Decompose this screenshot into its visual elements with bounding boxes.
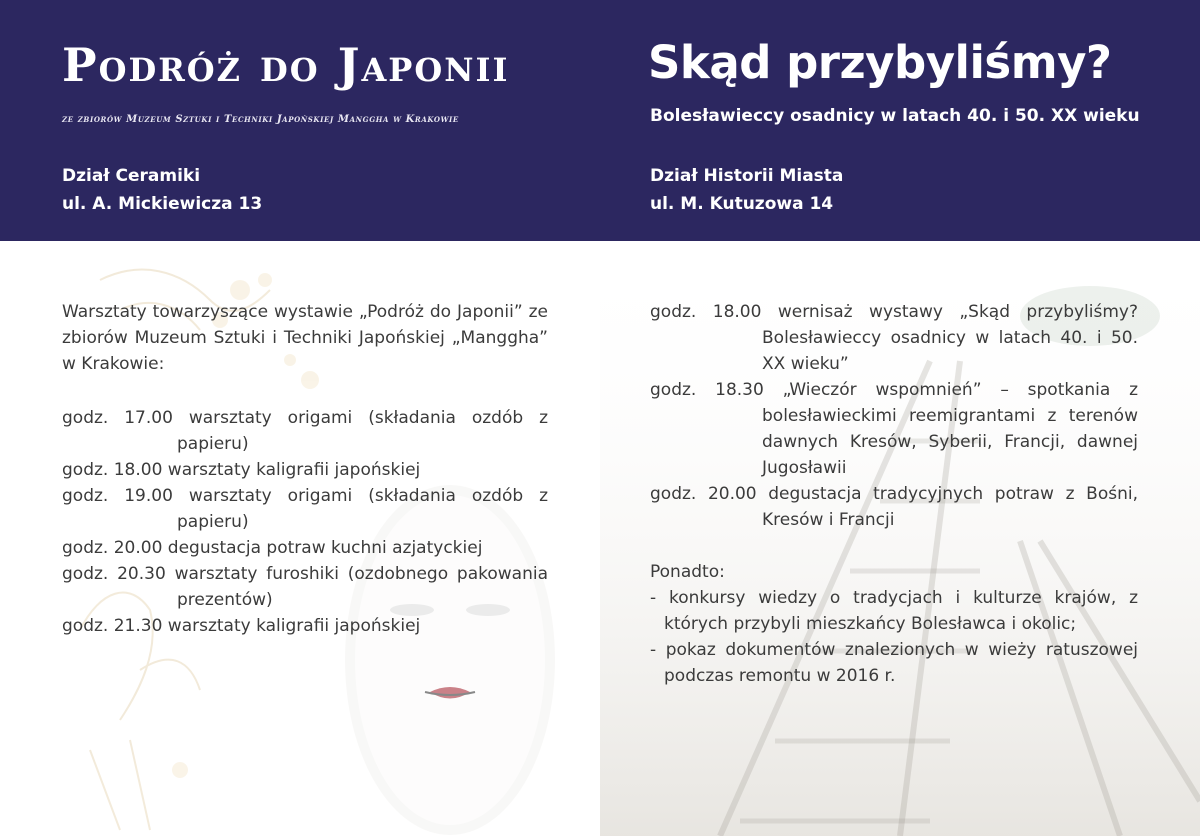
schedule-item: godz. 18.30 „Wieczór wspomnień” – spotkania z bolesławieckimi reemigrantami z terenów dawnych Kresów, Syberii, Francji, dawnej Jugosławii <box>650 380 1138 478</box>
right-column <box>650 299 1138 689</box>
right-department-address: ul. M. Kutuzowa 14 <box>650 194 834 214</box>
schedule-item: godz. 18.00 wernisaż wystawy „Skąd przybyliśmy? Bolesławieccy osadnicy w latach 40. i 50. XX wieku” <box>650 302 1138 374</box>
exhibition-title: Skąd przybyliśmy? <box>648 36 1112 89</box>
left-department <box>62 162 262 218</box>
schedule-item: godz. 18.00 warsztaty kaligrafii japońskiej <box>62 460 421 480</box>
schedule-item: godz. 20.30 warsztaty furoshiki (ozdobnego pakowania prezentów) <box>62 564 548 610</box>
schedule-item: godz. 21.30 warsztaty kaligrafii japońskiej <box>62 616 421 636</box>
exhibition-logo-title: Podróż do Japonii <box>62 38 510 92</box>
schedule-item: godz. 19.00 warsztaty origami (składania ozdób z papieru) <box>62 486 548 532</box>
exhibition-subtitle: Bolesławieccy osadnicy w latach 40. i 50. XX wieku <box>650 106 1140 126</box>
schedule-item: godz. 20.00 degustacja potraw kuchni azjatyckiej <box>62 538 483 558</box>
also-list-item: - pokaz dokumentów znalezionych w wieży ratuszowej podczas remontu w 2016 r. <box>650 640 1138 686</box>
right-department-name: Dział Historii Miasta <box>650 166 844 186</box>
spacer <box>650 533 1138 559</box>
also-heading: Ponadto: <box>650 562 725 582</box>
exhibition-logo-subtitle: ze zbiorów Muzeum Sztuki i Techniki Japońskiej Manggha w Krakowie <box>62 114 459 125</box>
schedule-item: godz. 20.00 degustacja tradycyjnych potraw z Bośni, Kresów i Francji <box>650 484 1138 530</box>
header-band <box>0 0 1200 241</box>
workshops-intro: Warsztaty towarzyszące wystawie „Podróż do Japonii” ze zbiorów Muzeum Sztuki i Techniki Japońskiej „Manggha” w Krakowie: <box>62 302 548 374</box>
left-column <box>62 299 548 639</box>
right-department <box>650 162 843 218</box>
left-department-address: ul. A. Mickiewicza 13 <box>62 194 263 214</box>
also-list-item: - konkursy wiedzy o tradycjach i kulturze krajów, z których przybyli mieszkańcy Bolesławca i okolic; <box>650 588 1138 634</box>
left-department-name: Dział Ceramiki <box>62 166 201 186</box>
schedule-item: godz. 17.00 warsztaty origami (składania ozdób z papieru) <box>62 408 548 454</box>
